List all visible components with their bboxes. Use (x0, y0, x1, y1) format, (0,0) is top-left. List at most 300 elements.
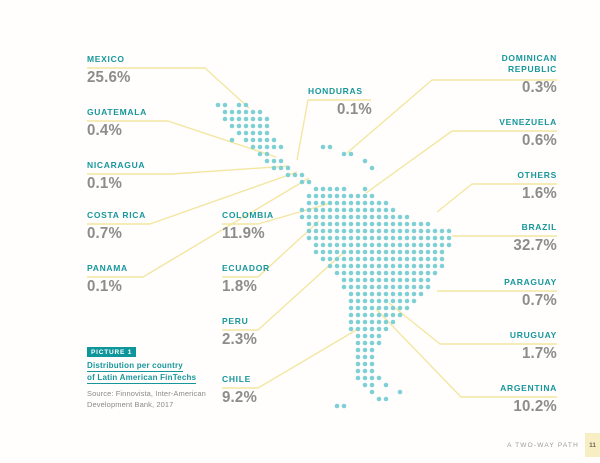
map-dot (342, 257, 347, 262)
map-dot (391, 208, 396, 213)
map-dot (342, 285, 347, 290)
map-dot (370, 327, 375, 332)
source-line-1: Source: Finnovista, Inter-American (87, 389, 206, 398)
map-dot (356, 194, 361, 199)
map-dot (314, 187, 319, 192)
map-dot (328, 201, 333, 206)
map-dot (328, 243, 333, 248)
map-dot (447, 243, 452, 248)
map-dot (363, 257, 368, 262)
map-dot (412, 292, 417, 297)
map-dot (237, 103, 242, 108)
map-dot (300, 215, 305, 220)
country-name: PANAMA (87, 263, 128, 273)
map-dot (349, 271, 354, 276)
map-dot (314, 243, 319, 248)
map-dot (342, 264, 347, 269)
map-dot (363, 348, 368, 353)
map-dot (398, 264, 403, 269)
map-dot (426, 278, 431, 283)
map-dot (349, 313, 354, 318)
map-dot (419, 229, 424, 234)
country-name: GUATEMALA (87, 107, 147, 117)
country-label-venezuela (467, 117, 557, 148)
map-dot (237, 131, 242, 136)
map-dot (405, 257, 410, 262)
map-dot (391, 313, 396, 318)
map-dot (335, 194, 340, 199)
map-dot (405, 306, 410, 311)
map-dot (244, 138, 249, 143)
map-dot (377, 236, 382, 241)
map-dot (363, 208, 368, 213)
map-dot (251, 117, 256, 122)
map-dot (286, 173, 291, 178)
map-dot (230, 138, 235, 143)
map-dot (440, 243, 445, 248)
map-dot (321, 208, 326, 213)
map-dot (398, 229, 403, 234)
map-dot (412, 250, 417, 255)
map-dot (314, 229, 319, 234)
map-dot (328, 257, 333, 262)
map-dot (398, 236, 403, 241)
map-dot (356, 229, 361, 234)
map-dot (335, 271, 340, 276)
country-label-uruguay (467, 330, 557, 361)
map-dot (377, 376, 382, 381)
country-value: 0.1% (336, 101, 372, 118)
map-dot (447, 229, 452, 234)
map-dot (419, 278, 424, 283)
map-dot (391, 320, 396, 325)
map-dot (384, 229, 389, 234)
map-dot (349, 264, 354, 269)
map-dot (216, 103, 221, 108)
map-dot (230, 110, 235, 115)
map-dot (244, 124, 249, 129)
map-dot (349, 236, 354, 241)
map-dot (342, 404, 347, 409)
map-dot (426, 250, 431, 255)
map-dot (328, 187, 333, 192)
map-dot (314, 208, 319, 213)
map-dot (384, 313, 389, 318)
map-dot (370, 215, 375, 220)
map-dot (356, 264, 361, 269)
map-dot (433, 229, 438, 234)
country-label-others (467, 170, 557, 201)
map-dot (258, 145, 263, 150)
footer-title: A TWO-WAY PATH (507, 441, 579, 449)
caption-line-2: of Latin American FinTechs (87, 373, 197, 382)
map-dot (405, 215, 410, 220)
map-dot (356, 306, 361, 311)
map-dot (419, 222, 424, 227)
map-dot (265, 145, 270, 150)
map-dot (314, 201, 319, 206)
map-dot (349, 222, 354, 227)
map-dot (342, 278, 347, 283)
map-dot (370, 243, 375, 248)
map-dot (412, 243, 417, 248)
country-label-mexico (87, 54, 133, 85)
map-dot (433, 236, 438, 241)
map-dot (384, 271, 389, 276)
map-dot (251, 138, 256, 143)
picture-badge: PICTURE 1 (87, 347, 136, 357)
map-dot (440, 229, 445, 234)
map-dot (384, 208, 389, 213)
map-dot (377, 250, 382, 255)
map-dot (391, 285, 396, 290)
page-footer (507, 433, 600, 457)
country-name: MEXICO (87, 54, 125, 64)
map-dot (300, 208, 305, 213)
map-dot (335, 236, 340, 241)
map-dot (377, 327, 382, 332)
map-dot (412, 222, 417, 227)
map-dot (398, 313, 403, 318)
map-dot (321, 257, 326, 262)
map-dot (321, 222, 326, 227)
map-dot (356, 257, 361, 262)
map-dot (377, 243, 382, 248)
map-dot (363, 159, 368, 164)
map-dot (391, 271, 396, 276)
map-dot (251, 131, 256, 136)
map-dot (363, 334, 368, 339)
map-dot (412, 257, 417, 262)
map-dot (377, 229, 382, 234)
map-dot (356, 208, 361, 213)
country-value: 32.7% (513, 237, 557, 254)
map-dot (356, 201, 361, 206)
map-dot (377, 285, 382, 290)
map-dot (370, 194, 375, 199)
map-dot (363, 306, 368, 311)
map-dot (398, 271, 403, 276)
map-dot (356, 250, 361, 255)
map-dot (363, 369, 368, 374)
map-dot (265, 117, 270, 122)
map-dot (405, 229, 410, 234)
map-dot (398, 306, 403, 311)
map-dot (293, 173, 298, 178)
map-dot (370, 348, 375, 353)
map-dot (321, 187, 326, 192)
map-dot (335, 187, 340, 192)
map-dot (370, 285, 375, 290)
map-dot (307, 229, 312, 234)
map-dot (272, 138, 277, 143)
map-dot (370, 201, 375, 206)
map-dot (328, 215, 333, 220)
map-dot (419, 271, 424, 276)
map-dot (391, 243, 396, 248)
map-dot (426, 264, 431, 269)
map-dot (398, 257, 403, 262)
map-dot (342, 194, 347, 199)
map-dot (300, 173, 305, 178)
map-dot (363, 271, 368, 276)
map-dot (363, 243, 368, 248)
map-dot (349, 229, 354, 234)
map-dot (272, 145, 277, 150)
map-dot (328, 222, 333, 227)
country-label-honduras (308, 86, 372, 117)
map-dot (279, 166, 284, 171)
map-dot (258, 138, 263, 143)
map-dot (363, 215, 368, 220)
country-label-paraguay (467, 277, 557, 308)
country-name: VENEZUELA (499, 117, 557, 127)
map-dot (272, 166, 277, 171)
map-dot (363, 264, 368, 269)
map-dot (370, 355, 375, 360)
map-dot (363, 320, 368, 325)
country-name: URUGUAY (509, 330, 557, 340)
map-dot (384, 236, 389, 241)
map-dot (412, 299, 417, 304)
map-dot (307, 222, 312, 227)
map-dot (356, 369, 361, 374)
map-dot (363, 278, 368, 283)
map-dot (342, 215, 347, 220)
map-dot (398, 299, 403, 304)
map-dot (349, 194, 354, 199)
map-dot (272, 159, 277, 164)
map-dot (384, 383, 389, 388)
map-dot (356, 299, 361, 304)
source-line-2: Development Bank, 2017 (87, 400, 174, 409)
country-value: 0.1% (87, 175, 123, 192)
map-dot (251, 145, 256, 150)
map-dot (426, 285, 431, 290)
map-dot (384, 278, 389, 283)
map-dot (433, 264, 438, 269)
map-dot (363, 362, 368, 367)
map-dot (321, 201, 326, 206)
map-dot (370, 229, 375, 234)
map-dot (391, 299, 396, 304)
map-dot (384, 257, 389, 262)
map-dot (279, 145, 284, 150)
country-label-chile (222, 374, 259, 405)
map-dot (398, 250, 403, 255)
map-dot (349, 285, 354, 290)
map-dot (307, 201, 312, 206)
map-dot (349, 152, 354, 157)
map-dot (370, 166, 375, 171)
map-dot (370, 292, 375, 297)
map-dot (335, 215, 340, 220)
map-dot (377, 306, 382, 311)
map-dot (356, 222, 361, 227)
map-dot (412, 264, 417, 269)
map-dot (328, 229, 333, 234)
map-dot (342, 271, 347, 276)
map-dot (223, 117, 228, 122)
map-dot (405, 299, 410, 304)
country-name: COLOMBIA (222, 210, 274, 220)
country-value: 1.8% (222, 278, 258, 295)
map-dot (412, 285, 417, 290)
map-dot (384, 215, 389, 220)
map-dot (349, 299, 354, 304)
map-dot (356, 320, 361, 325)
map-dot (356, 278, 361, 283)
country-name: PARAGUAY (504, 277, 557, 287)
map-dot (391, 278, 396, 283)
map-dot (356, 348, 361, 353)
country-value: 25.6% (87, 69, 131, 86)
map-dot (398, 285, 403, 290)
map-dot (265, 138, 270, 143)
map-dot (314, 236, 319, 241)
map-dot (258, 131, 263, 136)
map-dot (384, 201, 389, 206)
map-dot (363, 229, 368, 234)
map-dot (342, 250, 347, 255)
map-dot (419, 250, 424, 255)
map-dot (391, 236, 396, 241)
map-dot (251, 110, 256, 115)
map-dot (349, 257, 354, 262)
map-dot (244, 117, 249, 122)
map-dot (321, 236, 326, 241)
map-dot (377, 278, 382, 283)
country-value: 1.7% (521, 345, 557, 362)
map-dot (265, 152, 270, 157)
map-dot (426, 271, 431, 276)
map-dot (321, 250, 326, 255)
map-dot (412, 278, 417, 283)
map-dot (244, 131, 249, 136)
map-dot (321, 229, 326, 234)
map-dot (370, 320, 375, 325)
map-dot (265, 124, 270, 129)
map-dot (363, 313, 368, 318)
map-dot (349, 278, 354, 283)
map-dot (377, 313, 382, 318)
country-label-panama (87, 263, 128, 294)
map-dot (335, 257, 340, 262)
map-dot (419, 264, 424, 269)
map-dot (419, 285, 424, 290)
map-dot (328, 264, 333, 269)
map-dot (363, 222, 368, 227)
map-dot (370, 369, 375, 374)
map-dot (335, 208, 340, 213)
map-dot (370, 383, 375, 388)
map-dot (433, 250, 438, 255)
country-name: ARGENTINA (500, 383, 557, 393)
country-label-ecuador (222, 263, 270, 294)
map-dot (307, 208, 312, 213)
map-dot (314, 250, 319, 255)
map-dot (356, 292, 361, 297)
map-dot (377, 208, 382, 213)
map-dot (363, 187, 368, 192)
map-dot (412, 271, 417, 276)
country-value: 0.6% (521, 132, 557, 149)
map-dot (405, 222, 410, 227)
map-dot (349, 208, 354, 213)
map-dot (258, 117, 263, 122)
map-dot (349, 306, 354, 311)
map-dot (258, 152, 263, 157)
map-dot (419, 292, 424, 297)
country-name: OTHERS (517, 170, 557, 180)
map-dot (433, 257, 438, 262)
map-dot (377, 201, 382, 206)
map-dot (237, 124, 242, 129)
map-dot (377, 271, 382, 276)
map-dot (244, 110, 249, 115)
map-dot (440, 250, 445, 255)
country-label-brazil (467, 222, 557, 253)
map-dot (384, 243, 389, 248)
country-value: 0.3% (521, 79, 557, 96)
map-dot (426, 229, 431, 234)
map-dot (398, 292, 403, 297)
map-dot (342, 243, 347, 248)
map-dot (363, 292, 368, 297)
map-dot (356, 341, 361, 346)
map-dot (328, 236, 333, 241)
map-dot (286, 166, 291, 171)
map-dot (307, 236, 312, 241)
map-dot (328, 250, 333, 255)
map-dot (328, 208, 333, 213)
map-dot (419, 236, 424, 241)
map-dot (307, 194, 312, 199)
map-dot (426, 236, 431, 241)
map-dot (370, 271, 375, 276)
map-dot (377, 215, 382, 220)
map-dot (349, 215, 354, 220)
map-dot (370, 222, 375, 227)
map-dot (328, 145, 333, 150)
map-dot (279, 159, 284, 164)
country-value: 10.2% (513, 398, 557, 415)
map-dot (321, 243, 326, 248)
map-dot (258, 110, 263, 115)
figure-caption (87, 341, 217, 384)
map-dot (342, 187, 347, 192)
map-dot (335, 222, 340, 227)
map-dot (265, 131, 270, 136)
map-dot (426, 257, 431, 262)
map-dot (356, 362, 361, 367)
map-dot (384, 264, 389, 269)
map-dot (314, 222, 319, 227)
map-dot (370, 376, 375, 381)
map-dot (405, 250, 410, 255)
map-dot (426, 243, 431, 248)
map-dot (258, 124, 263, 129)
map-dot (370, 334, 375, 339)
country-label-guatemala (87, 107, 147, 138)
map-dot (384, 250, 389, 255)
map-dot (377, 341, 382, 346)
map-dot (370, 250, 375, 255)
map-dot (377, 257, 382, 262)
map-dot (405, 285, 410, 290)
country-label-costa-rica (87, 210, 146, 241)
map-dot (419, 243, 424, 248)
